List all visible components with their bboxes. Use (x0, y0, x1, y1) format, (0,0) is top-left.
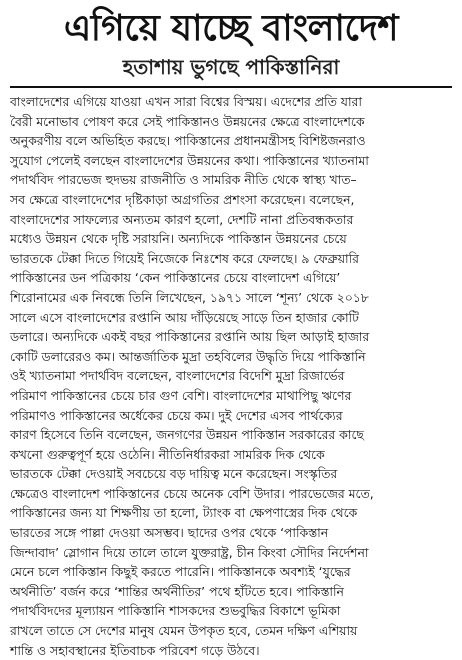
article-subheadline: হতাশায় ভুগছে পাকিস্তানিরা (122, 55, 340, 79)
article-body-line: শিরোনামের এক নিবন্ধে তিনি লিখেছেন, ১৯৭১ সালে ‘শূন্য’ থেকে ২০১৮ (10, 289, 369, 305)
article-body-line: পদার্থবিদ পারভেজ হুদভয় রাজনীতি ও সামরিক নীতি থেকে স্বাস্থ্য খাত– (10, 172, 357, 188)
headline-divider (10, 86, 452, 88)
article-body-line: জিন্দাবাদ’ স্লোগান দিয়ে তালে তালে যুক্তরাষ্ট্র, চীন কিংবা সৌদির নির্দেশনা (10, 544, 369, 560)
article-body-line: পাকিস্তানের ডন পত্রিকায় ‘কেন পাকিস্তানের চেয়ে বাংলাদেশ এগিয়ে’ (10, 270, 341, 286)
article-body-line: অনুকরণীয় বলে অভিহিত করছে। পাকিস্তানের প্রধানমন্ত্রীসহ বিশিষ্টজনরাও (10, 133, 366, 149)
article-body (10, 92, 452, 660)
article-body-line: মেনে চলে পাকিস্তান কিছুই করতে পারেনি। পাকিস্তানকে অবশ্যই ‘যুদ্ধের (10, 564, 351, 580)
article-body-line: পরিমাণ পাকিস্তানের চেয়ে চার গুণ বেশি। বাংলাদেশের মাথাপিছু ঋণের (10, 387, 352, 403)
article-body-line: সব ক্ষেত্রে বাংলাদেশের দৃষ্টিকাড়া অগ্রগতির প্রশংসা করেছেন। বলেছেন, (10, 191, 355, 207)
article-body-line: মধ্যেও উন্নয়ন থেকে দৃষ্টি সরায়নি। অন্যদিকে পাকিস্তান উন্নয়নের চেয়ে (10, 231, 347, 247)
article-body-line: ভারতকে টেক্কা দিতে গিয়েই নিজেকে নিঃশেষ করে ফেলছে। ৯ ফেব্রুয়ারি (10, 250, 359, 266)
article-body-line: বৈরী মনোভাব পোষণ করে সেই পাকিস্তানও উন্নয়নের ক্ষেত্রে বাংলাদেশকে (10, 113, 365, 129)
article-body-line: ওই খ্যাতনামা পদার্থবিদ বলেছেন, বাংলাদেশের বিদেশি মুদ্রা রিজার্ভের (10, 368, 345, 384)
article-body-line: কোটি ডলারেরও কম। আন্তর্জাতিক মুদ্রা তহবিলের উদ্ধৃতি দিয়ে পাকিস্তানি (10, 348, 366, 364)
article-headline: এগিয়ে যাচ্ছে বাংলাদেশ (63, 8, 399, 49)
article-body-line: বাংলাদেশের সাফল্যের অন্যতম কারণ হলো, দেশটি নানা প্রতিবন্ধকতার (10, 211, 354, 227)
article-body-line: পরিমাণও পাকিস্তানের অর্ধেকের চেয়ে কম। দুই দেশের এসব পার্থক্যের (10, 407, 343, 423)
article-body-line: কারণ হিসেবে তিনি বলেছেন, জনগণের উন্নয়ন পাকিস্তান সরকারের কাছে (10, 427, 364, 443)
article-body-line: সুযোগ পেলেই বলছেন বাংলাদেশের উন্নয়নের কথা। পাকিস্তানের খ্যাতনামা (10, 152, 369, 168)
article-body-line: পাকিস্তানের জন্য যা শিক্ষণীয় তা হলো, ট্যাংক বা ক্ষেপণাস্ত্রের দিক থেকে (10, 505, 358, 521)
article-body-line: রাখলে তাতে সে দেশের মানুষ যেমন উপকৃত হবে, তেমন দক্ষিণ এশিয়ায় (10, 623, 358, 639)
article-body-line: শান্তি ও সহাবস্থানের ইতিবাচক পরিবেশ গড়ে উঠবে। (10, 642, 260, 658)
article-body-line: ক্ষেত্রেও বাংলাদেশ পাকিস্তানের চেয়ে অনেক বেশি উদার। পারভেজের মতে, (10, 485, 374, 501)
article-body-line: পদার্থবিদদের মূল্যায়ন পাকিস্তানি শাসকদের শুভবুদ্ধির বিকাশে ভূমিকা (10, 603, 341, 619)
article-body-line: ভারতকে টেক্কা দেওয়াই সবচেয়ে বড় দায়িত্ব মনে করেছেন। সংস্কৃতির (10, 466, 338, 482)
article-body-line: কখনো গুরুত্বপূর্ণ হয়ে ওঠেনি। নীতিনির্ধারকরা সামরিক দিক থেকে (10, 446, 325, 462)
article-body-line: অর্থনীতি’ বর্জন করে ‘শান্তির অর্থনীতির’ পথে হাঁটতে হবে। পাকিস্তানি (10, 583, 344, 599)
article-body-line: ডলারে। অন্যদিকে একই বছর পাকিস্তানের রপ্তানি আয় ছিল আড়াই হাজার (10, 329, 370, 345)
article-body-line: ভারতের সঙ্গে পাল্লা দেওয়া অসম্ভব। ছাদের ওপর থেকে ‘পাকিস্তান (10, 525, 329, 541)
article-body-line: সালে এসে বাংলাদেশের রপ্তানি আয় দাঁড়িয়েছে সাড়ে তিন হাজার কোটি (10, 309, 359, 325)
article-body-line: বাংলাদেশের এগিয়ে যাওয়া এখন সারা বিশ্বের বিস্ময়। এদেশের প্রতি যারা (10, 94, 362, 109)
